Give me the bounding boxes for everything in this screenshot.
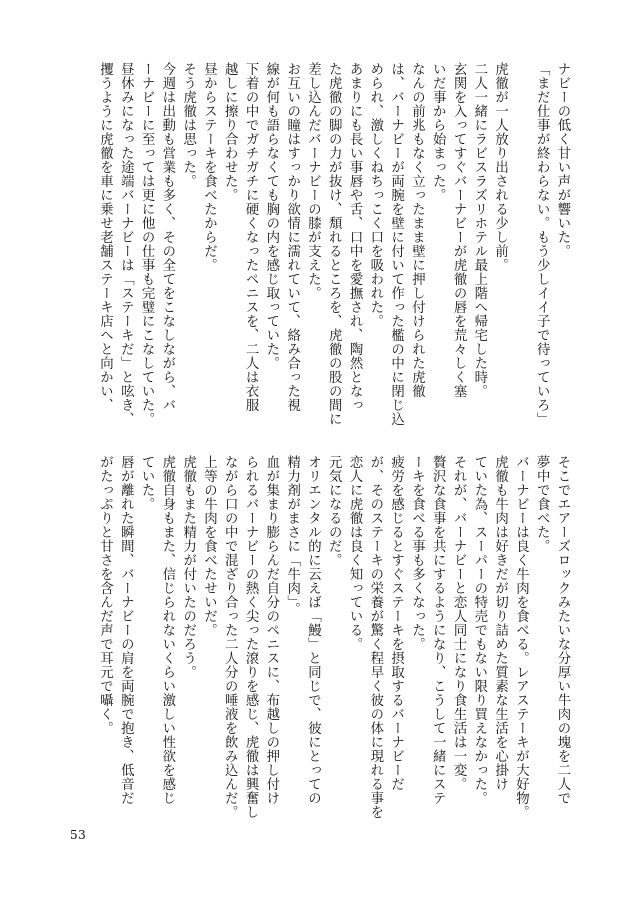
text-line: た虎徹の脚の力が抜け、頽れるところを、虎徹の股の間に — [326, 62, 342, 426]
text-line: 血が集まり膨らんだ自分のペニスに、布越しの押し付け — [263, 455, 279, 805]
text-line: それが、バーナビーと恋人同士になり食生活は一変。 — [451, 455, 467, 791]
text-line: ていた為、スーパーの特売でもない限り買えなかった。 — [471, 455, 487, 805]
text-line: 玄関を入ってすぐバーナビーが虎徹の唇を荒々しく塞 — [451, 62, 467, 398]
text-line: 唇が離れた瞬間、バーナビーの肩を両腕で抱き、低音だ — [118, 455, 134, 805]
text-line: 線が何も語らなくても胸の内を感じ取っていた。 — [263, 62, 279, 370]
text-line: ーキを食べる事も多くなった。 — [409, 455, 425, 651]
text-line: られるバーナビーの熱く尖った滾りを感じ、虎徹は興奮し — [243, 455, 259, 819]
text-line: 虎徹が一人放り出される少し前。 — [492, 62, 508, 272]
text-line: ていた。 — [139, 455, 155, 511]
text-line: ながら口の中で混ざり合った二人分の唾液を飲み込んだ。 — [222, 455, 238, 819]
text-line: 元気になるのだ。 — [326, 455, 342, 567]
text-line: 昼からステーキを食べたからだ。 — [201, 62, 217, 272]
upper-text-block — [66, 62, 572, 434]
text-line: 「まだ仕事が終わらない。もう少しイイ子で待っていろ」 — [534, 62, 550, 426]
text-line: お互いの瞳はすっかり欲情に濡れていて、絡み合った視 — [284, 62, 300, 412]
text-line: 越しに擦り合わせた。 — [222, 62, 238, 202]
text-line: 差し込んだバーナビーの膝が支えた。 — [305, 62, 321, 300]
text-line: められ、激しくねちっこく口を吸われた。 — [367, 62, 383, 328]
text-line: そこでエアーズロックみたいな分厚い牛肉の塊を二人で — [555, 455, 570, 805]
text-line: ーナビーに至っては更に他の仕事も完璧にこなしていた。 — [139, 62, 155, 426]
text-line — [510, 62, 531, 434]
text-line: そう虎徹は思った。 — [180, 62, 196, 188]
text-line: 攫うように虎徹を車に乗せ老舗ステーキ店へと向かい、 — [97, 62, 113, 412]
text-line: ナビーの低く甘い声が響いた。 — [555, 62, 570, 258]
text-line: 虎徹自身もまた、信じられないくらい激しい性欲を感じ — [159, 455, 175, 805]
text-line: 恋人に虎徹は良く知っている。 — [347, 455, 363, 651]
text-line: 疲労を感じるとすぐステーキを摂取するバーナビーだ — [388, 455, 404, 791]
text-line: 二人一緒にラビスラズリホテル最上階へ帰宅した時。 — [471, 62, 487, 398]
text-line: あまりにも長い事唇や舌、口中を愛撫され、陶然となっ — [347, 62, 363, 412]
text-line: がたっぷりと甘さを含んだ声で耳元で囁く。 — [97, 455, 113, 735]
text-line: バーナビーは良く牛肉を食べる。レアステーキが大好物。 — [513, 455, 529, 819]
lower-text-block — [66, 455, 572, 827]
text-line: は、バーナビーが両腕を壁に付いて作った檻の中に閉じ込 — [388, 62, 404, 426]
text-line: 贅沢な食事を共にするようになり、こうして一緒にステ — [430, 455, 446, 805]
text-line: オリエンタル的に云えば「鰻」と同じで、彼にとっての — [305, 455, 321, 805]
text-line: 昼休みになった途端バーナビーは「ステーキだ」と呟き、 — [118, 62, 134, 426]
page-number: 53 — [70, 828, 87, 842]
text-line: 下着の中でガチガチに硬くなったペニスを、二人は衣服 — [243, 62, 259, 412]
text-line: が、そのステーキの栄養が驚く程早く彼の体に現れる事を — [367, 455, 383, 819]
text-line: なんの前兆もなく立ったまま壁に押し付けられた虎徹 — [409, 62, 425, 398]
text-line: 虎徹も牛肉は好きだが切り詰めた質素な生活を心掛け — [492, 455, 508, 791]
text-line: いだ事から始まった。 — [430, 62, 446, 202]
text-line: 夢中で食べた。 — [534, 455, 550, 553]
text-line: 精力剤がまさに「牛肉」。 — [284, 455, 300, 617]
text-line: 上等の牛肉を食べたせいだ。 — [201, 455, 217, 637]
text-line: 今週は出動も営業も多く、その全てをこなしながら、バ — [159, 62, 175, 412]
text-line: 虎徹もまた精力が付いたのだろう。 — [180, 455, 196, 679]
